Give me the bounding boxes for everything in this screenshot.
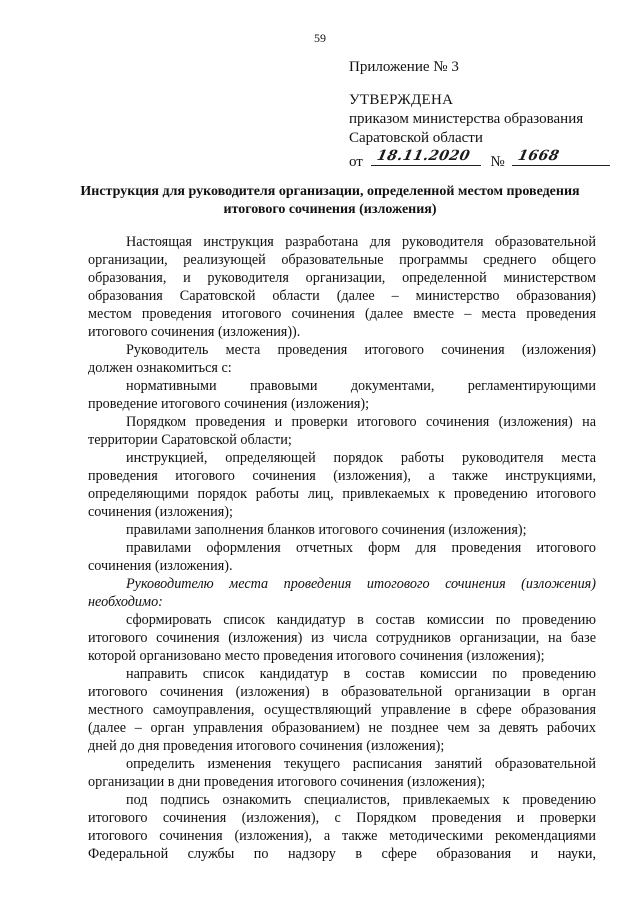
body-line: Федеральной службы по надзору в сфере образования и науки, bbox=[88, 846, 596, 862]
body-line: итогового сочинения (изложения)). bbox=[88, 324, 301, 340]
body-line: организации в дни проведения итогового сочинения (изложения); bbox=[88, 774, 486, 790]
number-field bbox=[512, 149, 610, 166]
date-prefix: от bbox=[349, 154, 363, 170]
body-line: которой организовано место проведения итогового сочинения (изложения); bbox=[88, 648, 545, 664]
body-line: должен ознакомиться с: bbox=[88, 360, 232, 376]
body-line: правилами оформления отчетных форм для проведения итогового bbox=[126, 540, 596, 556]
handwritten-date: 18.11.2020 bbox=[375, 148, 472, 164]
handwritten-number: 1668 bbox=[516, 148, 562, 164]
body-line: нормативными правовыми документами, регламентирующими bbox=[126, 378, 596, 394]
body-line: (далее – орган управления образованием) не позднее чем за девять рабочих bbox=[88, 720, 596, 736]
body-line: образования Саратовской области (далее – министерство образования) bbox=[88, 288, 596, 304]
date-field bbox=[371, 149, 481, 166]
body-line: итогового сочинения (изложения), а также методическими рекомендациями bbox=[88, 828, 596, 844]
body-line: местом проведения итогового сочинения (далее вместе – места проведения bbox=[88, 306, 596, 322]
body-line: необходимо: bbox=[88, 594, 163, 610]
number-prefix: № bbox=[490, 154, 505, 170]
body-line: под подпись ознакомить специалистов, привлекаемых к проведению bbox=[126, 792, 596, 808]
body-line: сформировать список кандидатур в состав комиссии по проведению bbox=[126, 612, 596, 628]
body-line: определить изменения текущего расписания занятий образовательной bbox=[126, 756, 596, 772]
approval-date-row bbox=[349, 149, 610, 171]
body-line: сочинения (изложения). bbox=[88, 558, 233, 574]
body-line: территории Саратовской области; bbox=[88, 432, 292, 448]
body-line: направить список кандидатур в состав комиссии по проведению bbox=[126, 666, 596, 682]
body-line: итогового сочинения (изложения) из числа сотрудников организации, на базе bbox=[88, 630, 596, 646]
body-line: сочинения (изложения); bbox=[88, 504, 233, 520]
body-line: Руководитель места проведения итогового сочинения (изложения) bbox=[126, 342, 596, 358]
appendix-label: Приложение № 3 bbox=[349, 59, 459, 75]
body-line: итогового сочинения (изложения) в образовательной организации в орган bbox=[88, 684, 596, 700]
body-line: итогового сочинения (изложения), с Порядком проведения и проверки bbox=[88, 810, 596, 826]
body-line: проведения итогового сочинения (изложения), а также инструкциями, bbox=[88, 468, 596, 484]
body-line: Руководителю места проведения итогового сочинения (изложения) bbox=[126, 576, 596, 592]
body-line: дней до дня проведения итогового сочинения (изложения); bbox=[88, 738, 445, 754]
body-line: инструкцией, определяющей порядок работы руководителя места bbox=[126, 450, 596, 466]
body-line: организации, реализующей образовательные программы среднего общего bbox=[88, 252, 596, 268]
approved-by-line2: Саратовской области bbox=[349, 130, 483, 146]
approved-by-line1: приказом министерства образования bbox=[349, 111, 584, 127]
document-title: Инструкция для руководителя организации, определенной местом проведения итогового сочинения (изложения) bbox=[80, 184, 580, 217]
body-line: местного самоуправления, осуществляющий управление в сфере образования bbox=[88, 702, 596, 718]
body-line: образования, и руководителя организации, определенной министерством bbox=[88, 270, 596, 286]
body-line: Порядком проведения и проверки итогового сочинения (изложения) на bbox=[126, 414, 596, 430]
body-line: Настоящая инструкция разработана для руководителя образовательной bbox=[126, 234, 596, 250]
body-line: проведение итогового сочинения (изложения); bbox=[88, 396, 370, 412]
body-line: определяющими порядок работы лиц, привлекаемых к проведению итогового bbox=[88, 486, 596, 502]
page-number: 59 bbox=[314, 31, 326, 45]
body-line: правилами заполнения бланков итогового сочинения (изложения); bbox=[126, 522, 527, 538]
approved-label: УТВЕРЖДЕНА bbox=[349, 92, 454, 108]
